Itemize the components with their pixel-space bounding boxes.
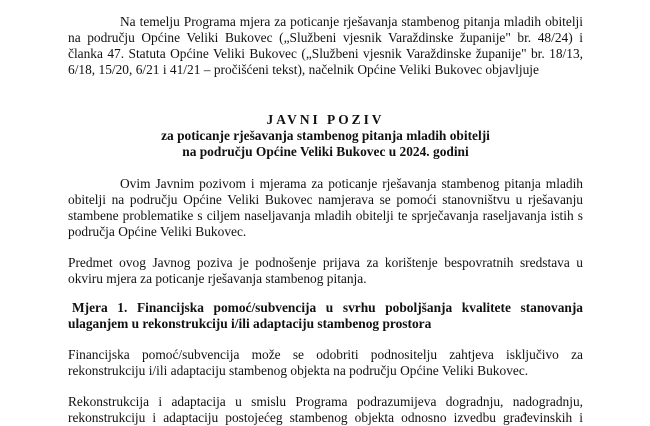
- document-subtitle-2: na području Općine Veliki Bukovec u 2024. godini: [182, 144, 469, 159]
- para3-line-1: Financijska pomoć/subvencija može se odobriti podnositelju zahtjeva isključivo za: [68, 347, 583, 362]
- measure1-heading-line-2: ulaganjem u rekonstrukciju i/ili adaptaciju stambenog prostora: [68, 316, 432, 331]
- para2-line-2: okviru mjera za poticanje rješavanja stambenog pitanja.: [68, 271, 367, 286]
- para1-line-3: stambene problematike s ciljem naseljavanja mladih obitelji te sprječavanja raseljavanja istih s: [68, 208, 583, 223]
- intro-line-1: Na temelju Programa mjera za poticanje rješavanja stambenog pitanja mladih obitelji: [120, 14, 583, 29]
- intro-line-2: na području Općine Veliki Bukovec („Službeni vjesnik Varaždinske županije" br. 48/24) i: [68, 30, 583, 45]
- para2-line-1: Predmet ovog Javnog poziva je podnošenje prijava za korištenje bespovratnih sredstava u: [68, 255, 583, 270]
- para1-line-4: područja Općine Veliki Bukovec.: [68, 224, 247, 239]
- document-subtitle-1: za poticanje rješavanja stambenog pitanja mladih obitelji: [161, 128, 490, 143]
- intro-line-3: članka 47. Statuta Općine Veliki Bukovec („Službeni vjesnik Varaždinske županije" br. 18/13,: [68, 46, 583, 61]
- para1-line-1: Ovim Javnim pozivom i mjerama za poticanje rješavanja stambenog pitanja mladih: [120, 176, 583, 191]
- document-title: JAVNI POZIV: [266, 112, 385, 127]
- para4-line-1: Rekonstrukcija i adaptacija u smislu Programa podrazumijeva dogradnju, nadogradnju,: [68, 394, 583, 409]
- intro-line-4: 6/18, 15/20, 6/21 i 41/21 – pročišćeni tekst), načelnik Općine Veliki Bukovec objavljuje: [68, 62, 539, 77]
- para3-line-2: rekonstrukciju i/ili adaptaciju stambenog objekta na području Općine Veliki Bukovec.: [68, 363, 529, 378]
- para1-line-2: obitelji na području Općine Veliki Bukovec namjerava se pomoći stanovništvu u rješavanju: [68, 192, 583, 207]
- para4-line-2: rekonstrukciju i adaptaciju postojećeg stambenog objekta odnosno izvedbu građevinskih i: [68, 410, 583, 425]
- measure1-heading-line-1: Mjera 1. Financijska pomoć/subvencija u svrhu poboljšanja kvalitete stanovanja: [72, 300, 583, 315]
